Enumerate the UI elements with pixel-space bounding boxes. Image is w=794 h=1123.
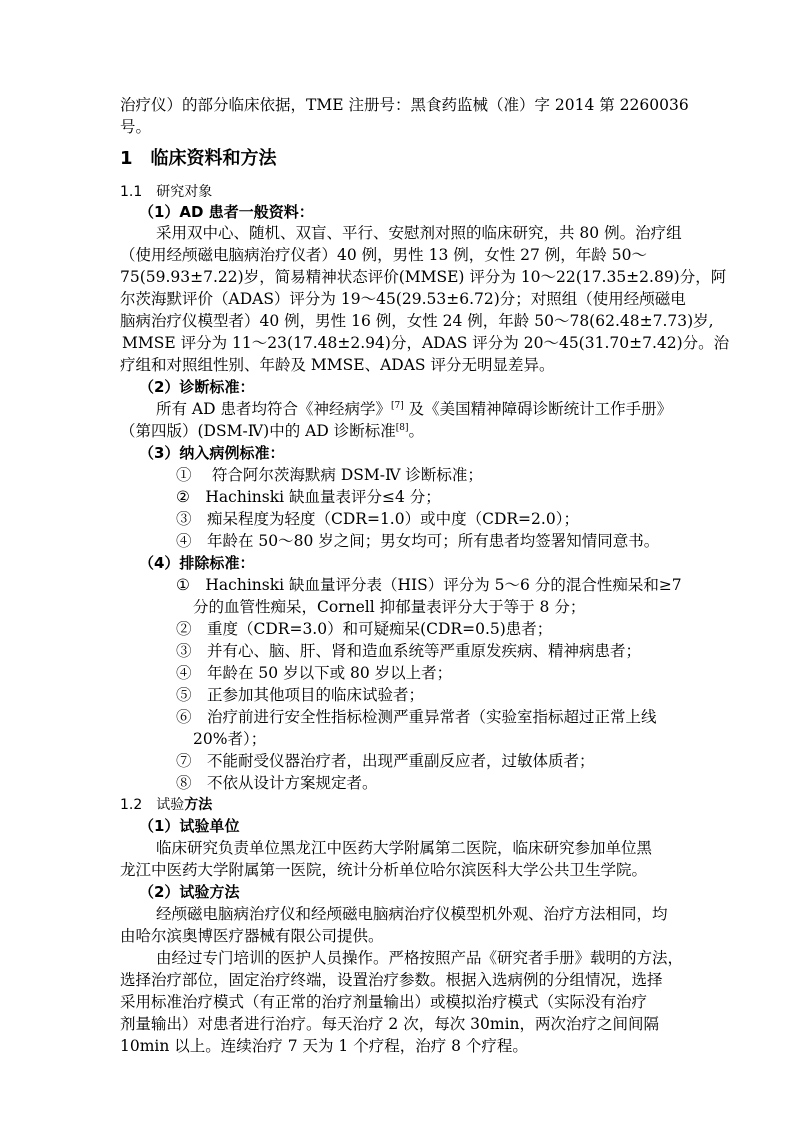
exclusion-item-5: ⑤ 正参加其他项目的临床试验者； [176, 686, 425, 704]
method-line-6: 剂量输出）对患者进行治疗。每天治疗 2 次，每次 30min，两次治疗之间间隔 [120, 1015, 660, 1033]
exclusion-item-7: ⑦ 不能耐受仪器治疗者，出现严重副反应者，过敏体质者； [176, 752, 595, 770]
subject-line-7: 疗组和对照组性别、年龄及 MMSE、ADAS 评分无明显差异。 [120, 356, 555, 374]
method-line-5: 采用标准治疗模式（有正常的治疗剂量输出）或模拟治疗模式（实际没有治疗 [120, 993, 648, 1011]
method-line-3: 由经过专门培训的医护人员操作。严格按照产品《研究者手册》载明的方法， [156, 949, 684, 967]
intro-line-1: 治疗仪）的部分临床依据，TME 注册号：黑食药监械（准）字 2014 第 2260036 [120, 96, 689, 114]
inclusion-item-3: ③ 痴呆程度为轻度（CDR=1.0）或中度（CDR=2.0）； [176, 510, 579, 528]
method-heading: （2）试验方法 [139, 883, 240, 901]
unit-line-2: 龙江中医药大学附属第一医院，统计分析单位哈尔滨医科大学公共卫生学院。 [120, 861, 648, 879]
diagnosis-line-1-a: 所有 AD 患者均符合《神经病学》 [156, 400, 391, 418]
diagnosis-line-2-a: （第四版）(DSM-Ⅳ)中的 AD 诊断标准 [120, 422, 396, 440]
exclusion-item-1-cont: 分的血管性痴呆，Cornell 抑郁量表评分大于等于 8 分； [193, 598, 586, 616]
subject-line-5: 脑病治疗仪模型者）40 例，男性 16 例，女性 24 例，年龄 50～78(62.48±7.73)岁, [120, 312, 714, 330]
method-line-2: 由哈尔滨奥博医疗器械有限公司提供。 [120, 927, 384, 945]
subject-line-2: （使用经颅磁电脑病治疗仪者）40 例，男性 13 例，女性 27 例，年龄 50～ [120, 246, 647, 264]
diagnosis-line-2 [120, 420, 424, 442]
inclusion-heading: （3）纳入病例标准： [139, 444, 285, 462]
inclusion-item-4: ④ 年龄在 50～80 岁之间；男女均可；所有患者均签署知情同意书。 [176, 532, 660, 550]
subject-line-1: 采用双中心、随机、双盲、平行、安慰剂对照的临床研究，共 80 例。治疗组 [156, 224, 682, 242]
method-line-4: 选择治疗部位，固定治疗终端，设置治疗参数。根据入选病例的分组情况，选择 [120, 971, 663, 989]
exclusion-item-3: ③ 并有心、脑、肝、肾和造血系统等严重原发疾病、精神病患者； [176, 642, 642, 660]
exclusion-item-6-cont: 20%者）； [193, 730, 267, 748]
exclusion-item-2: ② 重度（CDR=3.0）和可疑痴呆(CDR=0.5)患者； [176, 620, 553, 638]
subject-heading: （1）AD 患者一般资料： [139, 203, 314, 221]
section-1-2-title-a: 1.2 试验 [120, 797, 185, 813]
subject-line-3: 75(59.93±7.22)岁，简易精神状态评价(MMSE) 评分为 10～22(17.35±2.89)分，阿 [120, 268, 727, 286]
unit-heading: （1）试验单位 [139, 817, 240, 835]
citation-7: [7] [390, 400, 404, 411]
diagnosis-heading: （2）诊断标准： [139, 378, 255, 396]
diagnosis-line-1 [156, 398, 672, 420]
inclusion-item-2: ② Hachinski 缺血量表评分≤4 分； [176, 488, 441, 506]
inclusion-item-1: ① 符合阿尔茨海默病 DSM-Ⅳ 诊断标准； [176, 466, 483, 484]
intro-line-2: 号。 [120, 118, 152, 136]
unit-line-1: 临床研究负责单位黑龙江中医药大学附属第二医院，临床研究参加单位黑 [156, 839, 653, 857]
section-1-2-title [120, 794, 212, 816]
diagnosis-line-2-b: 。 [408, 422, 424, 440]
exclusion-item-4: ④ 年龄在 50 岁以下或 80 岁以上者； [176, 664, 453, 682]
diagnosis-line-1-b: 及《美国精神障碍诊断统计工作手册》 [403, 400, 673, 418]
citation-8: [8] [395, 422, 409, 433]
subject-line-4: 尔茨海默评价（ADAS）评分为 19～45(29.53±6.72)分；对照组（使用经颅磁电 [120, 290, 686, 308]
section-1-2-title-b: 方法 [184, 797, 213, 813]
exclusion-item-6: ⑥ 治疗前进行安全性指标检测严重异常者（实验室指标超过正常上线 [176, 708, 657, 726]
exclusion-item-1: ① Hachinski 缺血量评分表（HIS）评分为 5～6 分的混合性痴呆和≥7 [176, 576, 682, 594]
exclusion-item-8: ⑧ 不依从设计方案规定者。 [176, 774, 378, 792]
subject-line-6: MMSE 评分为 11～23(17.48±2.94)分，ADAS 评分为 20～45(31.70±7.42)分。治 [122, 334, 730, 352]
method-line-1: 经颅磁电脑病治疗仪和经颅磁电脑病治疗仪模型机外观、治疗方法相同，均 [156, 905, 668, 923]
section-1-title: 1 临床资料和方法 [120, 148, 277, 169]
exclusion-heading: （4）排除标准： [139, 554, 255, 572]
section-1-1-title: 1.1 研究对象 [120, 184, 213, 200]
method-line-7: 10min 以上。连续治疗 7 天为 1 个疗程，治疗 8 个疗程。 [120, 1037, 528, 1055]
